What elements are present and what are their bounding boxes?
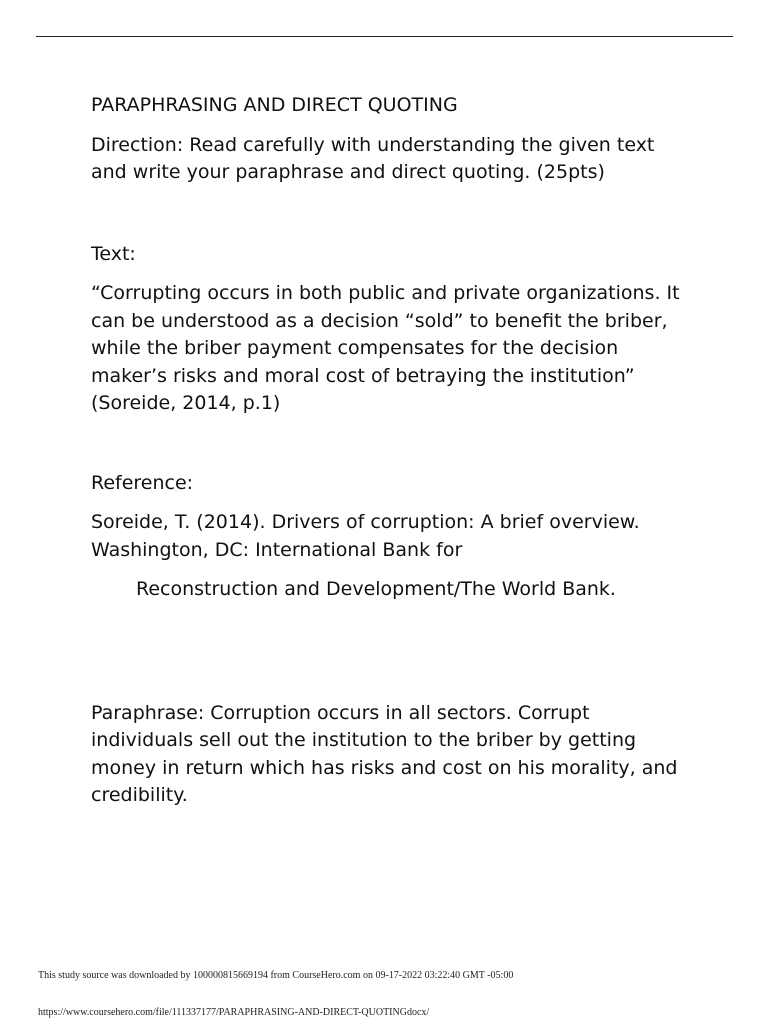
direction-paragraph: Direction: Read carefully with understanding the given text and write your paraphrase and direct quoting. (25pts) <box>91 133 655 183</box>
reference-citation: Soreide, T. (2014). Drivers of corruption: A brief overview. Washington, DC: International Bank for <box>91 511 640 561</box>
header-divider <box>36 36 733 37</box>
download-notice: This study source was downloaded by 100000815669194 from CourseHero.com on 09-17-2022 03:22:40 GMT -05:00 <box>38 970 514 981</box>
paraphrase-paragraph: Paraphrase: Corruption occurs in all sectors. Corrupt individuals sell out the institution to the briber by getting money in return which has risks and cost on his morality, and credibility. <box>91 701 678 806</box>
reference-heading: Reference: <box>91 471 194 494</box>
reference-citation-continued: Reconstruction and Development/The World Bank. <box>136 578 616 600</box>
document-body <box>91 92 691 810</box>
document-title: PARAPHRASING AND DIRECT QUOTING <box>91 94 458 116</box>
quote-paragraph: “Corrupting occurs in both public and private organizations. It can be understood as a decision “sold” to benefit the briber, while the briber payment compensates for the decision maker’s risks and moral cost of betraying the institution” (Soreide, 2014, p.1) <box>91 282 680 414</box>
source-url: https://www.coursehero.com/file/111337177/PARAPHRASING-AND-DIRECT-QUOTINGdocx/ <box>38 1007 430 1018</box>
text-heading: Text: <box>91 242 136 265</box>
